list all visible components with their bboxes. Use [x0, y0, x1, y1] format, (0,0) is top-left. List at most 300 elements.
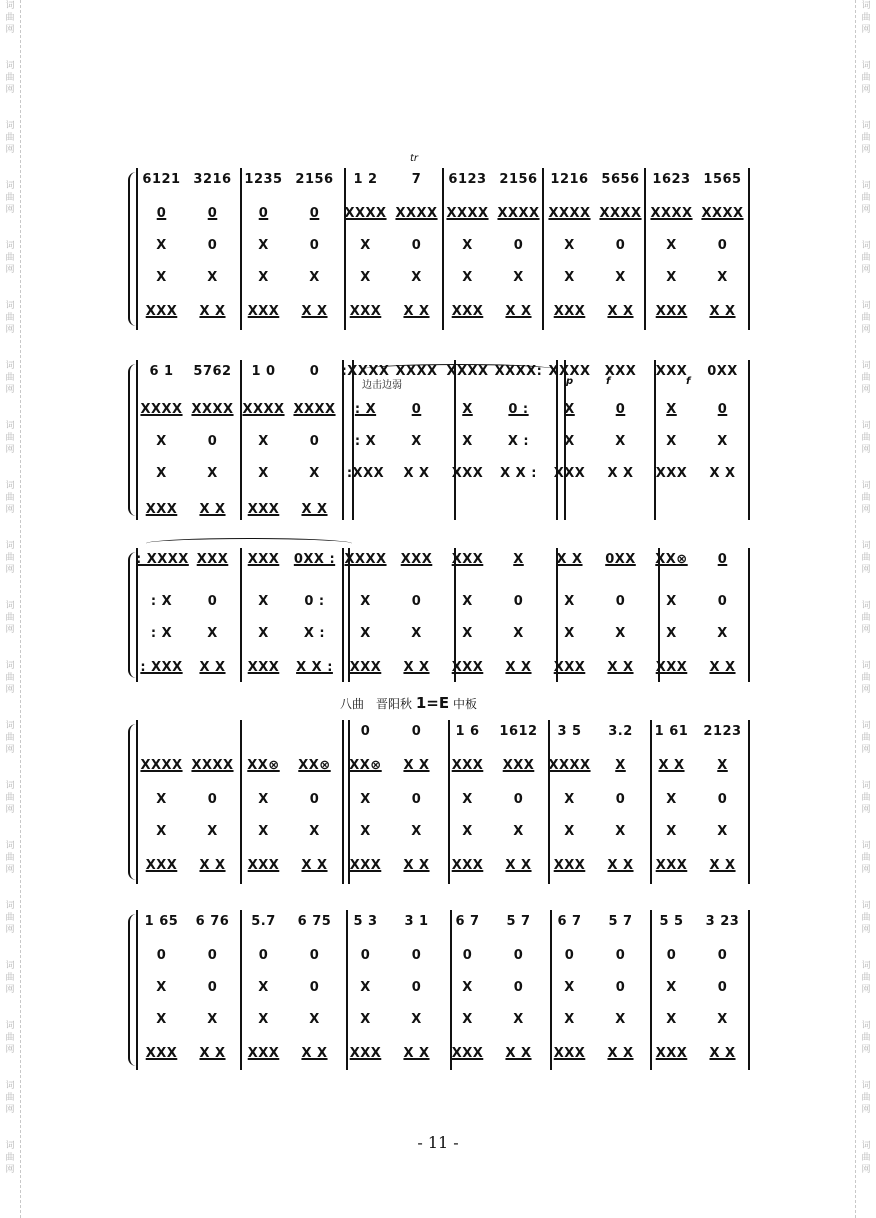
dynamic-p: p — [566, 376, 574, 387]
note-cell: 0 — [309, 948, 320, 963]
note-cell: 0 — [207, 948, 218, 963]
note-cell: XXX — [655, 1046, 688, 1061]
note-cell: X X — [403, 660, 430, 675]
watermark-text: 词 曲 网 — [861, 781, 871, 815]
note-cell: X X — [301, 304, 328, 319]
watermark-text: 词 曲 网 — [5, 421, 15, 455]
note-cell: X — [717, 1012, 728, 1027]
note-cell: 0 — [309, 434, 320, 449]
note-cell: X — [666, 270, 677, 285]
note-cell: XXX — [145, 858, 178, 873]
watermark-text: 词 曲 网 — [5, 961, 15, 995]
note-cell: X X — [709, 1046, 736, 1061]
note-cell: XXXX — [497, 206, 540, 221]
note-cell: X — [462, 1012, 473, 1027]
note-cell: 3 23 — [705, 914, 740, 929]
watermark-text: 词 曲 网 — [861, 121, 871, 155]
note-cell: X — [513, 552, 524, 567]
section-title-prefix: 八曲 晋阳秋 — [340, 697, 413, 711]
note-cell: X — [666, 402, 677, 417]
note-cell: 0XX — [707, 364, 738, 379]
note-cell: X — [156, 980, 167, 995]
note-cell: X — [666, 434, 677, 449]
note-cell: X — [360, 238, 371, 253]
note-cell: 0 — [462, 948, 473, 963]
note-cell: X — [207, 1012, 218, 1027]
note-cell: X — [564, 594, 575, 609]
watermark-text: 词 曲 网 — [5, 1, 15, 35]
note-cell: X X — [607, 1046, 634, 1061]
note-cell: X — [666, 594, 677, 609]
note-cell: XXXX — [293, 402, 336, 417]
note-cell: 1 0 — [251, 364, 276, 379]
note-cell: 0 — [615, 238, 626, 253]
watermark-text: 词 曲 网 — [5, 121, 15, 155]
note-cell: X X — [199, 502, 226, 517]
note-cell: X X — [505, 304, 532, 319]
note-cell: 0 — [564, 948, 575, 963]
staff-row — [136, 304, 748, 330]
note-cell: X — [462, 238, 473, 253]
note-cell: 0 : — [508, 402, 529, 417]
note-cell: X — [411, 626, 422, 641]
watermark-text: 词 曲 网 — [861, 541, 871, 575]
music-system-1 — [136, 168, 748, 330]
note-cell: 2123 — [703, 724, 742, 739]
barline — [748, 360, 750, 520]
note-cell: XXXX — [599, 206, 642, 221]
staff-row — [136, 758, 748, 784]
note-cell: X — [717, 626, 728, 641]
music-system-4 — [136, 720, 748, 884]
note-cell: XXX — [145, 502, 178, 517]
staff-row — [136, 552, 748, 578]
note-cell: XXXX — [344, 206, 387, 221]
note-cell: : X — [150, 594, 173, 609]
note-cell: X X — [403, 758, 430, 773]
note-cell: 5762 — [193, 364, 232, 379]
note-cell: 0 — [207, 792, 218, 807]
note-cell: 6 7 — [455, 914, 480, 929]
watermark-text: 词 曲 网 — [861, 601, 871, 635]
note-cell: XXXX — [395, 364, 438, 379]
note-cell: X — [564, 270, 575, 285]
note-cell: X — [258, 466, 269, 481]
note-cell: 5 3 — [353, 914, 378, 929]
note-cell: XXX — [349, 304, 382, 319]
watermark-text: 词 曲 网 — [861, 1081, 871, 1115]
music-system-5 — [136, 910, 748, 1070]
note-cell: X X — [505, 660, 532, 675]
note-cell: X — [615, 824, 626, 839]
note-cell: XXX — [247, 660, 280, 675]
note-cell: 6123 — [448, 172, 487, 187]
note-cell: X — [156, 792, 167, 807]
note-cell: XXX — [349, 1046, 382, 1061]
note-cell: X — [156, 466, 167, 481]
watermark-text: 词 曲 网 — [5, 361, 15, 395]
watermark-text: 词 曲 网 — [861, 301, 871, 335]
note-cell: XXX — [451, 552, 484, 567]
note-cell: X X — [709, 466, 736, 481]
note-cell: XXX — [451, 758, 484, 773]
watermark-text: 词 曲 网 — [5, 241, 15, 275]
note-cell: 1 61 — [654, 724, 689, 739]
note-cell: XXX — [196, 552, 229, 567]
note-cell: 0 — [615, 980, 626, 995]
watermark-text: 词 曲 网 — [5, 481, 15, 515]
watermark-text: 词 曲 网 — [861, 481, 871, 515]
note-cell: 0 — [360, 724, 371, 739]
note-cell: X X — [403, 304, 430, 319]
dynamic-f-2: f — [686, 376, 691, 387]
note-cell: 0 — [156, 948, 167, 963]
note-cell: X — [156, 1012, 167, 1027]
note-cell: XXX — [553, 466, 586, 481]
note-cell: X — [360, 626, 371, 641]
note-cell: XXX — [247, 502, 280, 517]
note-cell: XXX — [553, 1046, 586, 1061]
note-cell: XXXX — [548, 758, 591, 773]
note-cell: XXX — [451, 304, 484, 319]
note-cell: X — [615, 434, 626, 449]
note-cell: 0 — [411, 594, 422, 609]
note-cell: X X — [199, 304, 226, 319]
note-cell: 0 — [207, 980, 218, 995]
note-cell: 0 — [207, 238, 218, 253]
note-cell: 6121 — [142, 172, 181, 187]
note-cell: 1 2 — [353, 172, 378, 187]
note-cell: : X — [150, 626, 173, 641]
note-cell: X — [717, 758, 728, 773]
watermark-text: 词 曲 网 — [861, 61, 871, 95]
note-cell: 0 — [717, 980, 728, 995]
note-cell: XXX — [502, 758, 535, 773]
note-cell: XX⊗ — [247, 758, 280, 773]
note-cell: X — [666, 980, 677, 995]
note-cell: 0 — [666, 948, 677, 963]
note-cell: 0 — [717, 402, 728, 417]
note-cell: 6 1 — [149, 364, 174, 379]
note-cell: X X — [709, 304, 736, 319]
note-cell: 1623 — [652, 172, 691, 187]
note-cell: X — [564, 434, 575, 449]
staff-row — [136, 594, 748, 620]
watermark-text: 词 曲 网 — [5, 721, 15, 755]
watermark-text: 词 曲 网 — [861, 361, 871, 395]
note-cell: X — [462, 402, 473, 417]
note-cell: 0 — [513, 238, 524, 253]
watermark-text: 词 曲 网 — [5, 1141, 15, 1175]
note-cell: X X — [607, 858, 634, 873]
note-cell: 0 — [513, 980, 524, 995]
note-cell: X — [462, 980, 473, 995]
watermark-text: 词 曲 网 — [5, 661, 15, 695]
note-cell: XXX — [400, 552, 433, 567]
note-cell: X — [258, 1012, 269, 1027]
note-cell: X X — [199, 660, 226, 675]
staff-row — [136, 824, 748, 850]
note-cell: 0 — [717, 594, 728, 609]
note-cell: X — [156, 824, 167, 839]
note-cell: X — [258, 434, 269, 449]
note-cell: 0 — [411, 792, 422, 807]
staff-row — [136, 466, 748, 492]
staff-row — [136, 724, 748, 750]
watermark-text: 词 曲 网 — [861, 841, 871, 875]
note-cell: X — [156, 270, 167, 285]
watermark-text: 词 曲 网 — [5, 301, 15, 335]
note-cell: X X — [403, 858, 430, 873]
note-cell: 0 — [309, 364, 320, 379]
note-cell: 5 7 — [506, 914, 531, 929]
note-cell: X — [615, 1012, 626, 1027]
note-cell: :XXXX — [341, 364, 390, 379]
staff-row — [136, 948, 748, 974]
note-cell: XXXX — [548, 206, 591, 221]
note-cell: X — [564, 238, 575, 253]
watermark-text: 词 曲 网 — [861, 181, 871, 215]
note-cell: XXX — [553, 858, 586, 873]
note-cell: 0 — [411, 948, 422, 963]
note-cell: XXX — [553, 304, 586, 319]
note-cell: X — [360, 594, 371, 609]
note-cell: X — [462, 594, 473, 609]
note-cell: X — [564, 980, 575, 995]
note-cell: 3 5 — [557, 724, 582, 739]
note-cell: XXXX — [701, 206, 744, 221]
strike-annotation: 边击边弱 — [362, 380, 402, 391]
note-cell: 0 — [309, 980, 320, 995]
note-cell: X — [258, 238, 269, 253]
note-cell: X X — [505, 858, 532, 873]
note-cell: X — [615, 270, 626, 285]
staff-row — [136, 980, 748, 1006]
note-cell: 0 — [411, 980, 422, 995]
staff-row — [136, 858, 748, 884]
note-cell: X — [717, 434, 728, 449]
note-cell: X — [462, 270, 473, 285]
watermark-text: 词 曲 网 — [861, 961, 871, 995]
note-cell: 6 7 — [557, 914, 582, 929]
watermark-text: 词 曲 网 — [861, 241, 871, 275]
note-cell: X X — [199, 1046, 226, 1061]
note-cell: 5 7 — [608, 914, 633, 929]
section-tempo: 中板 — [452, 697, 477, 711]
note-cell: X — [462, 824, 473, 839]
note-cell: 6 75 — [297, 914, 332, 929]
note-cell: X X — [301, 1046, 328, 1061]
note-cell: X — [513, 626, 524, 641]
note-cell: XXX — [655, 660, 688, 675]
note-cell: XXX — [247, 552, 280, 567]
note-cell: 2156 — [295, 172, 334, 187]
note-cell: XX⊗ — [349, 758, 382, 773]
volta-bracket-2 — [146, 538, 352, 549]
staff-row — [136, 1046, 748, 1072]
watermark-text: 词 曲 网 — [5, 61, 15, 95]
note-cell: XXX — [451, 466, 484, 481]
note-cell: X — [513, 1012, 524, 1027]
note-cell: 0 — [615, 594, 626, 609]
note-cell: X — [717, 270, 728, 285]
note-cell: 6 76 — [195, 914, 230, 929]
dynamic-f-1: f — [606, 376, 611, 387]
note-cell: 0 — [615, 792, 626, 807]
note-cell: X — [360, 980, 371, 995]
note-cell: 3 1 — [404, 914, 429, 929]
note-cell: X — [309, 466, 320, 481]
note-cell: 1 6 — [455, 724, 480, 739]
note-cell: 7 — [411, 172, 422, 187]
note-cell: X X — [556, 552, 583, 567]
watermark-text: 词 曲 网 — [861, 721, 871, 755]
watermark-text: 词 曲 网 — [5, 601, 15, 635]
note-cell: X — [207, 466, 218, 481]
barline — [748, 548, 750, 682]
note-cell: X — [666, 792, 677, 807]
note-cell: 0 — [156, 206, 167, 221]
music-system-2 — [136, 360, 748, 520]
watermark-text: 词 曲 网 — [5, 841, 15, 875]
note-cell: X — [207, 270, 218, 285]
staff-row — [136, 792, 748, 818]
note-cell: XXXX — [344, 552, 387, 567]
note-cell: X X : — [296, 660, 333, 675]
note-cell: 1216 — [550, 172, 589, 187]
note-cell: X — [462, 626, 473, 641]
trill-mark: tr — [410, 153, 419, 164]
page-number: - 11 - — [417, 1133, 459, 1152]
note-cell: XXX — [451, 660, 484, 675]
note-cell: X — [360, 270, 371, 285]
note-cell: X — [564, 824, 575, 839]
note-cell: XXX — [349, 858, 382, 873]
note-cell: X X — [658, 758, 685, 773]
note-cell: 1612 — [499, 724, 538, 739]
note-cell: XXXX — [140, 402, 183, 417]
note-cell: : XXXX — [136, 552, 189, 567]
note-cell: 0 : — [304, 594, 325, 609]
note-cell: X — [207, 626, 218, 641]
note-cell: X — [564, 792, 575, 807]
note-cell: 0 — [717, 552, 728, 567]
note-cell: XXX — [451, 858, 484, 873]
note-cell: 5.7 — [251, 914, 276, 929]
note-cell: X — [156, 238, 167, 253]
note-cell: 0XX : — [293, 552, 336, 567]
staff-row — [136, 172, 748, 198]
note-cell: 1235 — [244, 172, 283, 187]
staff-row — [136, 914, 748, 940]
note-cell: 0 — [513, 792, 524, 807]
note-cell: XXX — [247, 304, 280, 319]
note-cell: X — [717, 824, 728, 839]
watermark-text: 词 曲 网 — [5, 1081, 15, 1115]
note-cell: X — [564, 402, 575, 417]
note-cell: X — [258, 824, 269, 839]
note-cell: 0 — [717, 792, 728, 807]
note-cell: X X — [607, 660, 634, 675]
note-cell: 0 — [717, 238, 728, 253]
note-cell: XXX — [247, 858, 280, 873]
note-cell: 0 — [615, 948, 626, 963]
note-cell: XXXX — [191, 402, 234, 417]
note-cell: XXX — [655, 364, 688, 379]
watermark-text: 词 曲 网 — [5, 1021, 15, 1055]
note-cell: X X — [403, 466, 430, 481]
note-cell: 0 — [309, 792, 320, 807]
note-cell: X X — [301, 858, 328, 873]
note-cell: X — [462, 792, 473, 807]
watermark-text: 词 曲 网 — [5, 901, 15, 935]
note-cell: X — [666, 1012, 677, 1027]
note-cell: 0 — [360, 948, 371, 963]
note-cell: XXX — [349, 660, 382, 675]
note-cell: 0 — [207, 206, 218, 221]
note-cell: X X — [403, 1046, 430, 1061]
note-cell: X — [666, 626, 677, 641]
note-cell: 0 — [513, 594, 524, 609]
note-cell: XXX — [655, 858, 688, 873]
staff-row — [136, 1012, 748, 1038]
note-cell: 3.2 — [608, 724, 633, 739]
note-cell: 2156 — [499, 172, 538, 187]
staff-row — [136, 270, 748, 296]
note-cell: XX⊗ — [655, 552, 688, 567]
staff-row — [136, 402, 748, 428]
note-cell: X X — [301, 502, 328, 517]
note-cell: X — [411, 824, 422, 839]
section-title — [340, 694, 477, 712]
note-cell: X — [360, 792, 371, 807]
note-cell: XXXX — [650, 206, 693, 221]
note-cell: X X — [505, 1046, 532, 1061]
watermark-text: 词 曲 网 — [5, 781, 15, 815]
note-cell: XXXX — [395, 206, 438, 221]
staff-row — [136, 434, 748, 460]
note-cell: X — [615, 626, 626, 641]
note-cell: X : — [507, 434, 530, 449]
note-cell: XXXX — [242, 402, 285, 417]
watermark-text: 词 曲 网 — [861, 661, 871, 695]
note-cell: XXX — [451, 1046, 484, 1061]
note-cell: XXX — [655, 466, 688, 481]
note-cell: XXXX: — [494, 364, 543, 379]
watermark-text: 词 曲 网 — [861, 1, 871, 35]
note-cell: : X — [354, 402, 377, 417]
note-cell: X : — [303, 626, 326, 641]
note-cell: XXXX — [446, 364, 489, 379]
note-cell: 5 5 — [659, 914, 684, 929]
note-cell: 0 — [411, 238, 422, 253]
music-system-3 — [136, 548, 748, 682]
note-cell: X X — [709, 660, 736, 675]
note-cell: X — [411, 270, 422, 285]
staff-row — [136, 626, 748, 652]
section-key: 1=E — [415, 694, 450, 712]
note-cell: XXXX — [446, 206, 489, 221]
note-cell: 1565 — [703, 172, 742, 187]
watermark-text: 词 曲 网 — [861, 1141, 871, 1175]
note-cell: XXX — [604, 364, 637, 379]
note-cell: X — [207, 824, 218, 839]
note-cell: X — [258, 270, 269, 285]
note-cell: 0 — [207, 594, 218, 609]
note-cell: X — [309, 1012, 320, 1027]
barline — [748, 168, 750, 330]
note-cell: X — [258, 792, 269, 807]
